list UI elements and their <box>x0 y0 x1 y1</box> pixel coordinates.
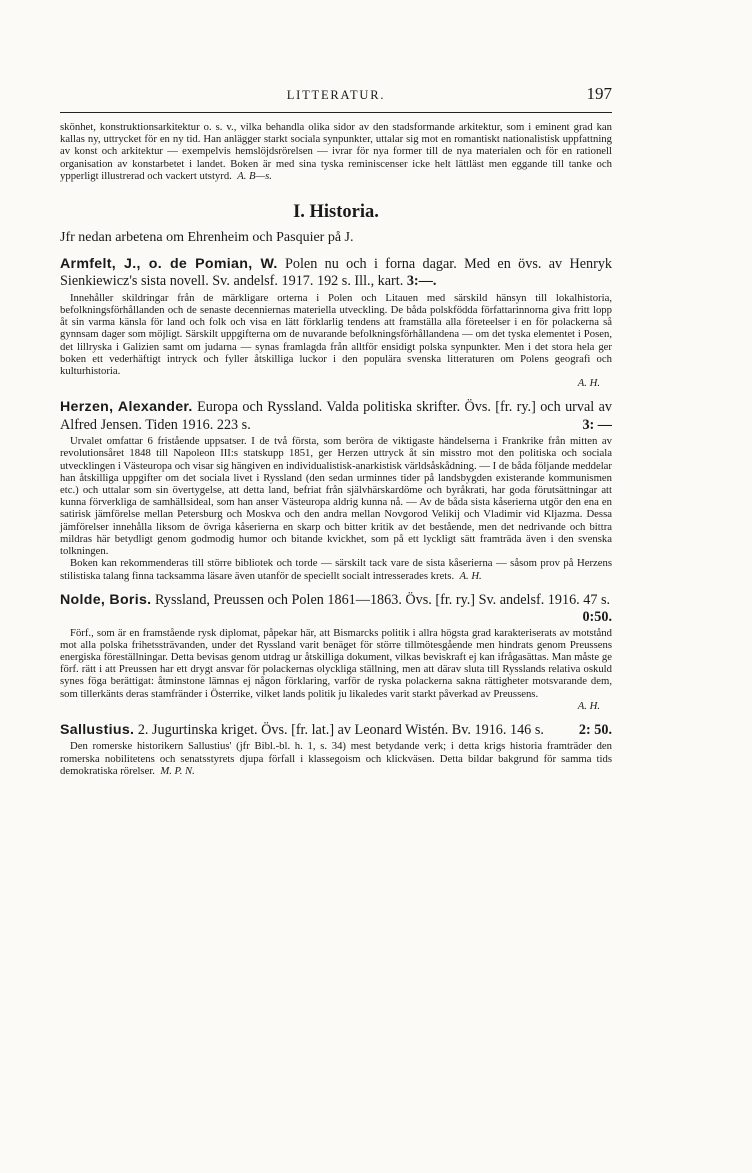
running-title: LITTERATUR. <box>286 88 386 102</box>
entry-author: Sallustius. <box>60 721 135 738</box>
intro-text: skönhet, konstruktionsarkitektur o. s. v., vilka behandla olika sidor av den stadsformande arkitektur, som i eminent grad kan kallas ny, uttrycket för en ny tid. Han anlägger starkt sociala synpunkter, uttalar sig mot en romantiskt nationalistisk uppfattning av konst och arkitektur — exempelvis hemslöjdsrörelsen — ivrar för nya former till de nya materialen och för en rationell organisation av konstarbetet i landet. Boken är med sina tyska reminiscenser icke helt lättläst men eggande till tanke och ypperligt illustrerad och vackert utstyrd. <box>60 121 612 182</box>
entry-heading <box>60 591 612 626</box>
entry-sallustius <box>60 722 612 777</box>
entry-herzen <box>60 399 612 581</box>
entry-signature: A. H. <box>577 699 600 712</box>
entry-price: 3:—. <box>406 273 437 290</box>
entry-signature: M. P. N. <box>160 764 195 777</box>
page-header <box>60 86 612 113</box>
entry-author: Herzen, Alexander. <box>60 399 193 416</box>
entry-price: 0:50. <box>582 609 612 626</box>
document-page <box>60 86 612 777</box>
entry-title: Polen nu och i forna dagar. Med en övs. av Henryk Sienkiewicz's sista novell. Sv. andelsf. 1917. 192 s. Ill., kart. <box>60 256 613 290</box>
section-heading: I. Historia. <box>293 202 379 223</box>
page-number: 197 <box>586 84 612 103</box>
section-note: Jfr nedan arbetena om Ehrenheim och Pasquier på J. <box>60 230 354 246</box>
entry-nolde <box>60 592 612 712</box>
entry-review <box>60 740 612 777</box>
entry-review: Innehåller skildringar från de märkligare orterna i Polen och Litauen med särskild hänsyn till lokalhistoria, befolkningsförhållanden och de senaste decenniernas materiella utveckling. De båda polskfödda författarinnorna giva fritt lopp åt sin varma känsla för land och folk och visa en lätt förklarlig tendens att framställa alla företeelser i en för polackerna så gynnsam dager som möjligt. Särskilt uppgifterna om de nuvarande befolkningsförhållandena — om det tyska elementet i Posen, det lillryska i Galizien samt om judarna — synas framlagda från alltför ensidigt polska synpunkter. Men i det stora hela ger boken ett vederhäftigt intryck och fyller åtskilliga luckor i den populära svenska litteraturen om Polens geografi och kulturhistoria. <box>60 291 612 378</box>
entry-title: Europa och Ryssland. Valda politiska skrifter. Övs. [fr. ry.] och urval av Alfred Jensen. Tiden 1916. 223 s. <box>60 399 612 433</box>
entry-review-continued <box>60 557 612 581</box>
entry-price: 2: 50. <box>578 721 612 738</box>
entry-price: 3: — <box>582 416 612 433</box>
entry-author: Nolde, Boris. <box>60 591 152 608</box>
entry-title: 2. Jugurtinska kriget. Övs. [fr. lat.] av Leonard Wistén. Bv. 1916. 146 s. <box>137 721 544 738</box>
entry-review: Urvalet omfattar 6 fristående uppsatser. I de två första, som beröra de viktigaste händelserna i Frankrike från mitten av revolutionsåret 1848 till Napoleon III:s statskupp 1851, ger Herzen uttryck åt sin misstro mot den politiska och sociala utvecklingen i Västeuropa och visar sig hängiven en individualistisk-anarkistisk världsåskådning. — I de båda följande meddelar han åtskilliga uppgifter om det sociala livet i Ryssland (den sedan urminnes tider på landsbygden existerande kommunismen etc.) och uttalar som sin övertygelse, att detta land, befriat från självhärskardöme och byråkrati, har goda förutsättningar att kunna förverkliga de samhällsideal, som han anser Västeuropa aldrig kunna nå. — Av de båda sista kåserierna utgör den ena en satirisk jämförelse mellan Petersburg och Moskva och den andra mellan Novgorod Velikij och Vladimir vid Kljazma. Dessa jämförelser innehålla liksom de övriga kåserierna en skarp och bitter kritik av det bestående, men det nedrivande och bittra mildras här betydligt genom godmodig humor och bitande kvickhet, som på ett lyckligt sätt framträda även i den svenska tolkningen. <box>60 435 612 558</box>
entry-review: Förf., som är en framstående rysk diplomat, påpekar här, att Bismarcks politik i allra högsta grad karakteriserats av motstånd mot alla polska frihetssträvanden, under det Ryssland varit benäget för större tillmötesgående men hindrats genom Preussens energiska föreställningar. Detta bevisas genom utdrag ur åtskilliga dokument, vilkas beviskraft ej kan ifrågasättas. Man måste ge förf. rätt i att Preussen har ett drygt ansvar för polackernas olyckliga ställning, men att därav sluta till Rysslands relativa oskuld synes föga berättigat: åtminstone lämnas ej någon förklaring, varför de ryska polackerna sakna rättigheter motsvarande dem, som tillerkänts deras stamfränder i Österrike, vilket lands politik ju likaledes varit starkt påverkad av Preussens. <box>60 626 612 700</box>
entry-author: Armfelt, J., o. de Pomian, W. <box>60 256 278 273</box>
entry-armfelt <box>60 256 612 389</box>
entry-review-text: Den romerske historikern Sallustius' (jfr Bibl.-bl. h. 1, s. 34) mest betydande verk; i detta krigs historia framträder den romerska nobilitetens och senatsstyrets djupa förfall i klassegoism och klickväsen. Detta bildar bakgrund för samma tids demokratiska rörelser. <box>60 740 612 777</box>
entry-heading <box>60 722 612 739</box>
intro-paragraph <box>60 121 612 182</box>
entry-signature: A. H. <box>577 377 600 390</box>
entry-heading <box>60 256 612 291</box>
entry-title: Ryssland, Preussen och Polen 1861—1863. Övs. [fr. ry.] Sv. andelsf. 1916. 47 s. <box>154 591 611 608</box>
intro-signature: A. B—s. <box>237 169 272 182</box>
entry-signature: A. H. <box>459 569 482 582</box>
entry-heading <box>60 399 612 434</box>
entry-review-text: Boken kan rekommenderas till större bibliotek och torde — särskilt tack vare de sista kåserierna — såsom prov på Herzens stilistiska talang finna tacksamma läsare även utanför de speciellt socialt intresserades krets. <box>60 557 612 582</box>
